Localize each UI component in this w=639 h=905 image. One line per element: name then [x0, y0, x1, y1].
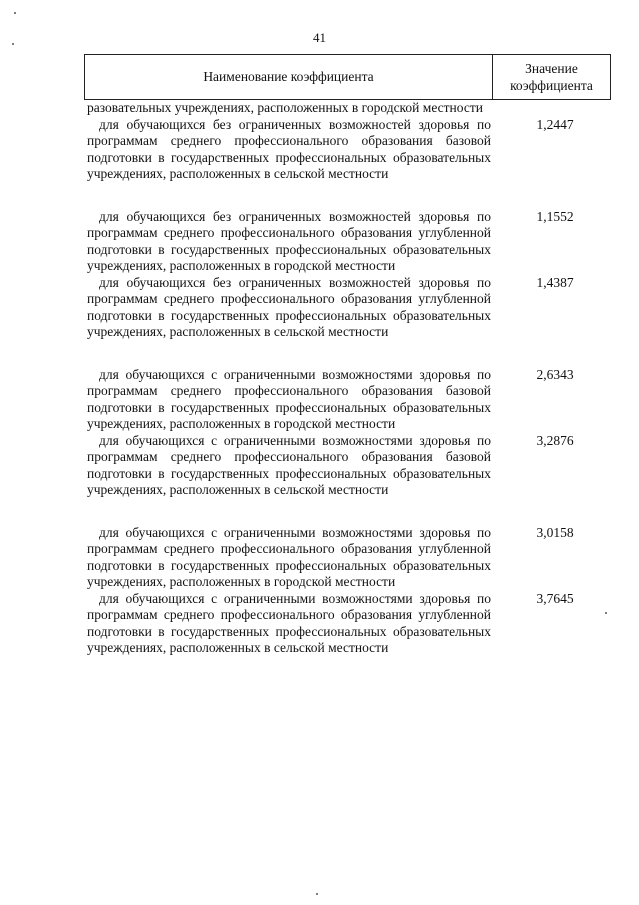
- header-coefficient-name: Наименование коэффициента: [85, 55, 493, 99]
- coefficient-value: 3,2876: [536, 432, 574, 448]
- table-row-continuation: [87, 100, 607, 117]
- page-number: 41: [313, 30, 326, 45]
- coefficient-value: 1,4387: [536, 274, 574, 290]
- table-row: [87, 591, 607, 657]
- coefficient-value: 3,7645: [536, 590, 574, 606]
- coefficients-table: [84, 54, 611, 655]
- coefficient-value: 3,0158: [536, 524, 574, 540]
- table-row: [87, 433, 607, 499]
- table-row: [87, 525, 607, 591]
- coefficient-value: 1,2447: [536, 116, 574, 132]
- coefficient-description: для обучающихся с ограниченными возможностями здоровья по программам среднего профессионального образования углубленной подготовки в государственных профессиональных образовательных учреждениях, расположенных в городской местности: [87, 524, 491, 589]
- coefficient-description: для обучающихся с ограниченными возможностями здоровья по программам среднего профессионального образования углубленной подготовки в государственных профессиональных образовательных учреждениях, расположенных в сельской местности: [87, 590, 491, 655]
- continuation-text: разовательных учреждениях, расположенных в городской местности: [87, 100, 483, 115]
- table-row: [87, 367, 607, 433]
- coefficient-description: для обучающихся с ограниченными возможностями здоровья по программам среднего профессионального образования базовой подготовки в государственных профессиональных образовательных учреждениях, расположенных в сельской местности: [87, 432, 491, 497]
- table-header: [84, 54, 611, 100]
- table-row: [87, 209, 607, 275]
- coefficient-description: для обучающихся с ограниченными возможностями здоровья по программам среднего профессионального образования базовой подготовки в государственных профессиональных образовательных учреждениях, расположенных в городской местности: [87, 366, 491, 431]
- header-coefficient-value: [493, 55, 610, 99]
- header-value-line2: коэффициента: [510, 78, 593, 93]
- table-body: [87, 100, 607, 657]
- coefficient-value: 1,1552: [536, 208, 574, 224]
- header-value-line1: Значение: [525, 61, 578, 76]
- table-row: [87, 275, 607, 341]
- coefficient-description: для обучающихся без ограниченных возможностей здоровья по программам среднего профессионального образования базовой подготовки в государственных профессиональных образовательных учреждениях, расположенных в сельской местности: [87, 116, 491, 181]
- table-row: [87, 117, 607, 183]
- coefficient-description: для обучающихся без ограниченных возможностей здоровья по программам среднего профессионального образования углубленной подготовки в государственных профессиональных образовательных учреждениях, расположенных в сельской местности: [87, 274, 491, 339]
- coefficient-value: 2,6343: [536, 366, 574, 382]
- coefficient-description: для обучающихся без ограниченных возможностей здоровья по программам среднего профессионального образования углубленной подготовки в государственных профессиональных образовательных учреждениях, расположенных в городской местности: [87, 208, 491, 273]
